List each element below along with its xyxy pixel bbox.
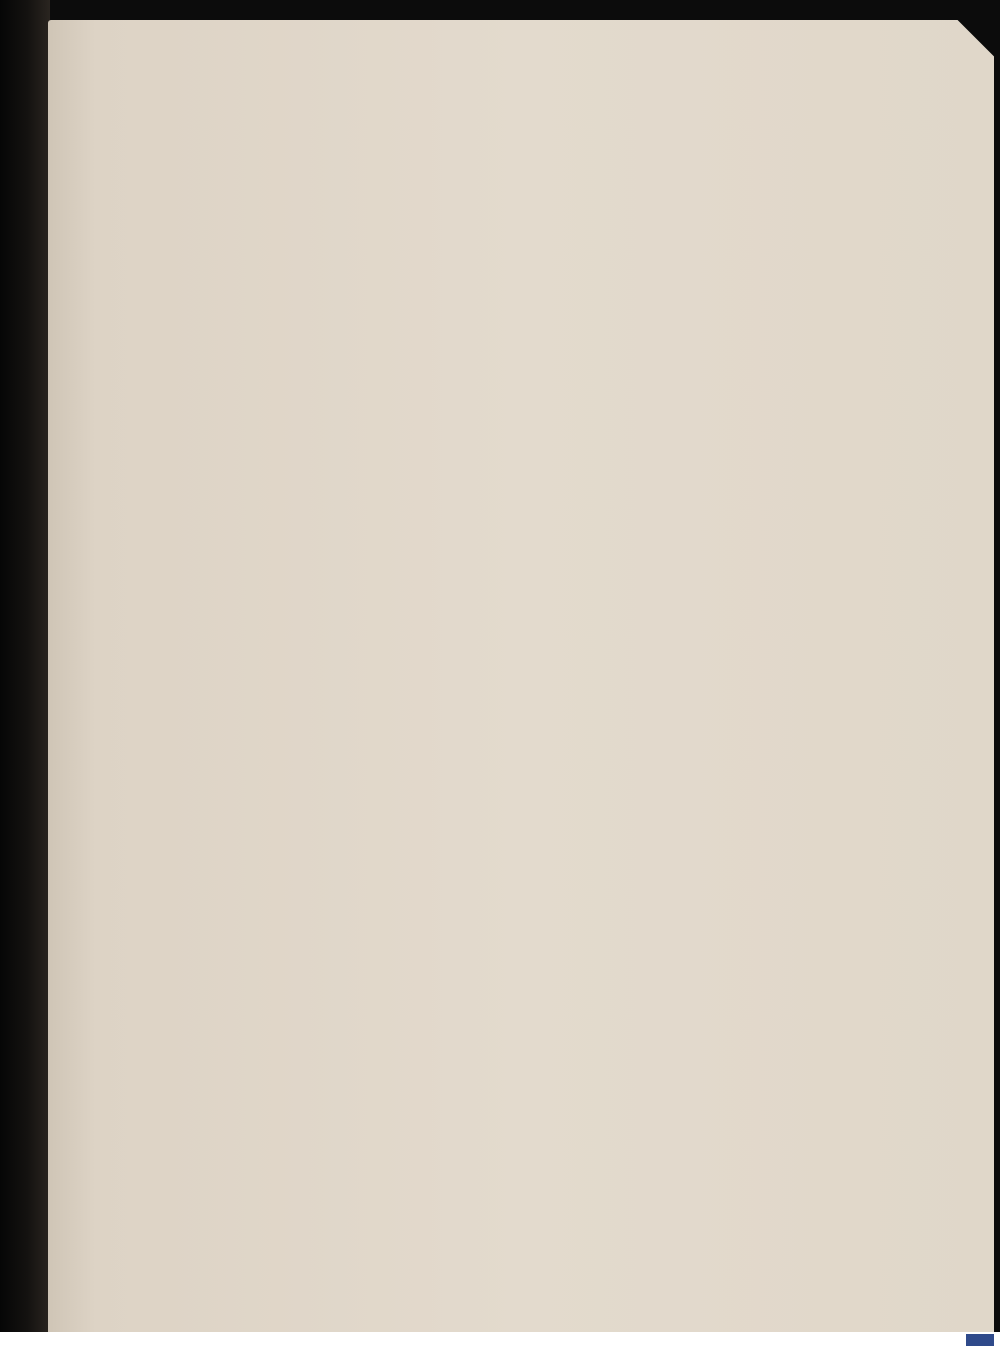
dfg-logo <box>966 1334 994 1346</box>
page-corner-shadow <box>954 20 994 60</box>
footer-bar <box>0 1332 1000 1350</box>
book-page <box>48 20 994 1332</box>
book-spine-shadow <box>0 0 50 1332</box>
